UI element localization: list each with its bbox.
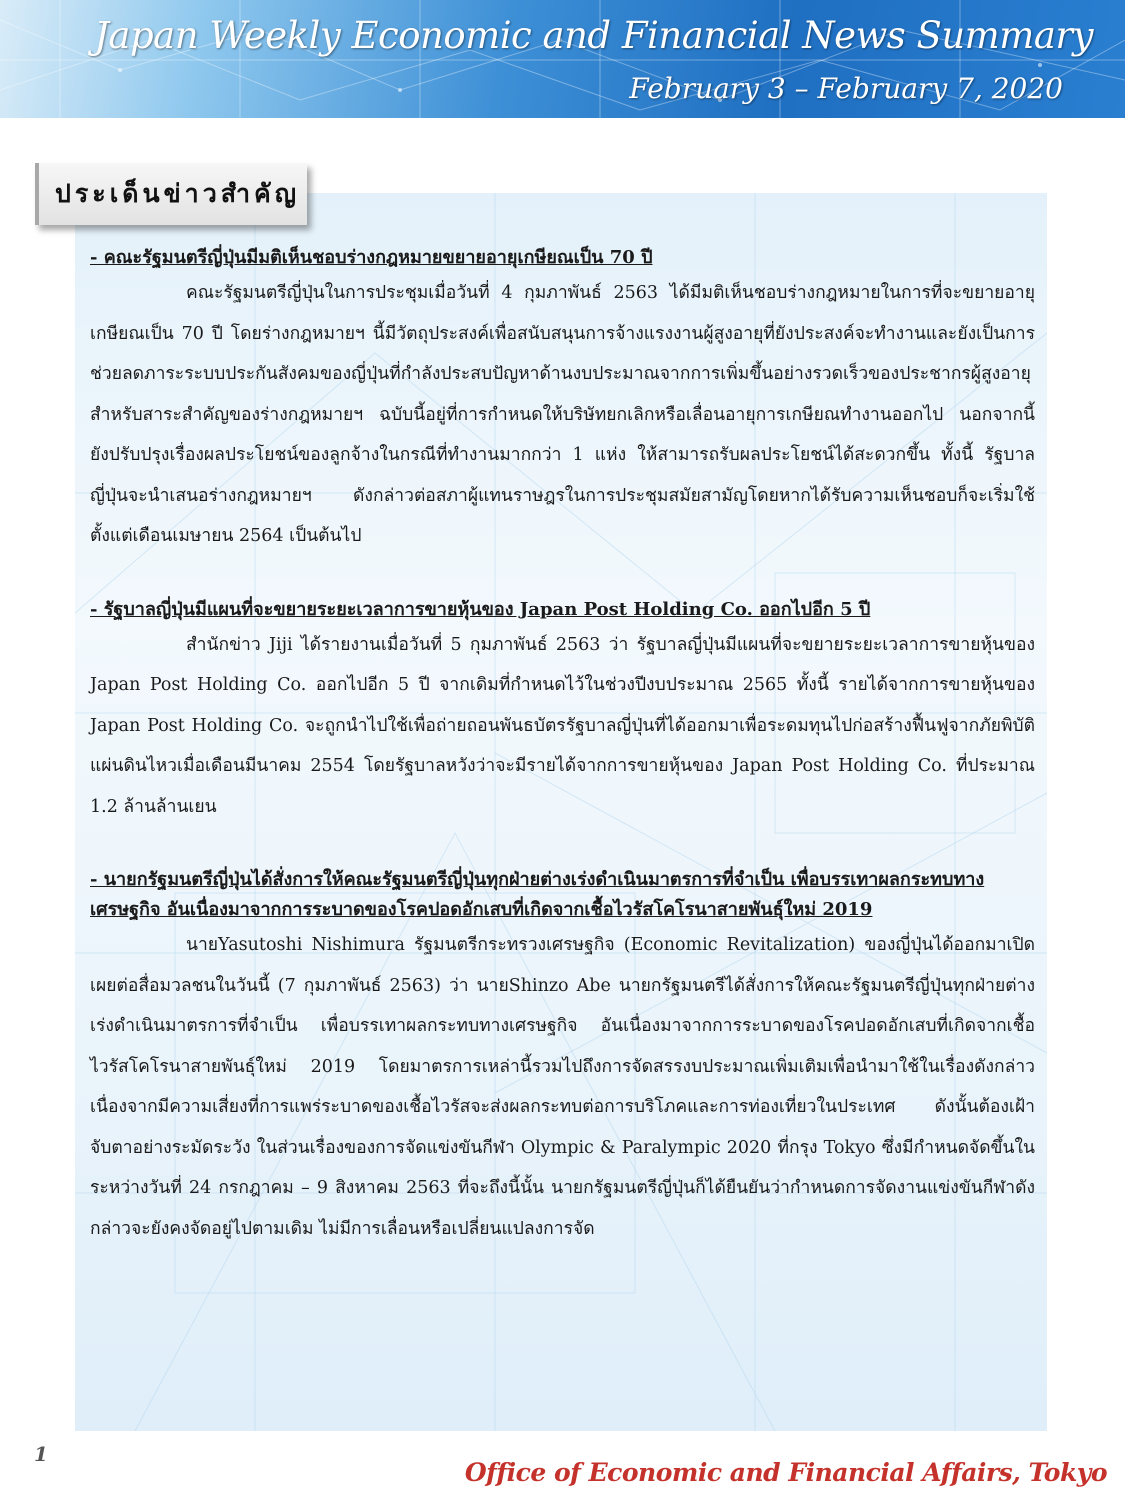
news-item — [90, 595, 1035, 828]
section-label: ประเด็นข่าวสำคัญ — [55, 179, 301, 208]
header-banner — [0, 0, 1125, 118]
news-list — [90, 243, 1035, 1287]
news-item — [90, 865, 1035, 1249]
news-item — [90, 243, 1035, 557]
report-dates: February 3 – February 7, 2020 — [629, 72, 1063, 105]
news-heading: - คณะรัฐมนตรีญี่ปุ่นมีมติเห็นชอบร่างกฎหมายขยายอายุเกษียณเป็น 70 ปี — [90, 247, 653, 268]
footer-organization: Office of Economic and Financial Affairs, Tokyo — [464, 1458, 1107, 1487]
report-title: Japan Weekly Economic and Financial News Summary — [94, 14, 1093, 57]
news-body: สำนักข่าว Jiji ได้รายงานเมื่อวันที่ 5 กุมภาพันธ์ 2563 ว่า รัฐบาลญี่ปุ่นมีแผนที่จะขยายระยะเวลาการขายหุ้นของ Japan Post Holding Co. ออกไปอีก 5 ปี จากเดิมที่กำหนดไว้ในช่วงปีงบประมาณ 2565 ทั้งนี้ รายได้จากการขายหุ้นของ Japan Post Holding Co. จะถูกนำไปใช้เพื่อถ่ายถอนพันธบัตรรัฐบาลญี่ปุ่นที่ได้ออกมาเพื่อระดมทุนไปก่อสร้างฟื้นฟูจากภัยพิบัติแผ่นดินไหวเมื่อเดือนมีนาคม 2554 โดยรัฐบาลหวังว่าจะมีรายได้จากการขายหุ้นของ Japan Post Holding Co. ที่ประมาณ 1.2 ล้านล้านเยน — [90, 634, 1035, 817]
section-tag — [35, 163, 307, 225]
news-body: คณะรัฐมนตรีญี่ปุ่นในการประชุมเมื่อวันที่ 4 กุมภาพันธ์ 2563 ได้มีมติเห็นชอบร่างกฎหมายในการที่จะขยายอายุเกษียณเป็น 70 ปี โดยร่างกฎหมายฯ นี้มีวัตถุประสงค์เพื่อสนับสนุนการจ้างแรงงานผู้สูงอายุที่ยังประสงค์จะทำงานและยังเป็นการช่วยลดภาระระบบประกันสังคมของญี่ปุ่นที่กำลังประสบปัญหาด้านงบประมาณจากการเพิ่มขึ้นอย่างรวดเร็วของประชากรผู้สูงอายุ สำหรับสาระสำคัญของร่างกฎหมายฯ ฉบับนี้อยู่ที่การกำหนดให้บริษัทยกเลิกหรือเลื่อนอายุการเกษียณทำงานออกไป นอกจากนี้ ยังปรับปรุงเรื่องผลประโยชน์ของลูกจ้างในกรณีที่ทำงานมากกว่า 1 แห่ง ให้สามารถรับผลประโยชน์ได้สะดวกขึ้น ทั้งนี้ รัฐบาลญี่ปุ่นจะนำเสนอร่างกฎหมายฯ ดังกล่าวต่อสภาผู้แทนราษฎรในการประชุมสมัยสามัญโดยหากได้รับความเห็นชอบก็จะเริ่มใช้ตั้งแต่เดือนเมษายน 2564 เป็นต้นไป — [90, 283, 1035, 546]
news-body: นายYasutoshi Nishimura รัฐมนตรีกระทรวงเศรษฐกิจ (Economic Revitalization) ของญี่ปุ่นได้ออกมาเปิดเผยต่อสื่อมวลชนในวันนี้ (7 กุมภาพันธ์ 2563) ว่า นายShinzo Abe นายกรัฐมนตรีได้สั่งการให้คณะรัฐมนตรีญี่ปุ่นทุกฝ่ายต่างเร่งดำเนินมาตรการที่จำเป็น เพื่อบรรเทาผลกระทบทางเศรษฐกิจ อันเนื่องมาจากการระบาดของโรคปอดอักเสบที่เกิดจากเชื้อไวรัสโคโรนาสายพันธุ์ใหม่ 2019 โดยมาตรการเหล่านี้รวมไปถึงการจัดสรรงบประมาณเพิ่มเติมเพื่อนำมาใช้ในเรื่องดังกล่าว เนื่องจากมีความเสี่ยงที่การแพร่ระบาดของเชื้อไวรัสจะส่งผลกระทบต่อการบริโภคและการท่องเที่ยวในประเทศ ดังนั้นต้องเฝ้าจับตาอย่างระมัดระวัง ในส่วนเรื่องของการจัดแข่งขันกีฬา Olympic & Paralympic 2020 ที่กรุง Tokyo ซึ่งมีกำหนดจัดขึ้นในระหว่างวันที่ 24 กรกฎาคม – 9 สิงหาคม 2563 ที่จะถึงนี้นั้น นายกรัฐมนตรีญี่ปุ่นก็ได้ยืนยันว่ากำหนดการจัดงานแข่งขันกีฬาดังกล่าวจะยังคงจัดอยู่ไปตามเดิม ไม่มีการเลื่อนหรือเปลี่ยนแปลงการจัด — [90, 935, 1035, 1239]
news-heading: - นายกรัฐมนตรีญี่ปุ่นได้สั่งการให้คณะรัฐมนตรีญี่ปุ่นทุกฝ่ายต่างเร่งดำเนินมาตรการที่จำเป็น เพื่อบรรเทาผลกระทบทางเศรษฐกิจ อันเนื่องมาจากการระบาดของโรคปอดอักเสบที่เกิดจากเชื้อไวรัสโคโรนาสายพันธุ์ใหม่ 2019 — [90, 869, 985, 920]
news-heading: - รัฐบาลญี่ปุ่นมีแผนที่จะขยายระยะเวลาการขายหุ้นของ Japan Post Holding Co. ออกไปอีก 5 ปี — [90, 598, 871, 620]
page-number: 1 — [34, 1442, 48, 1466]
